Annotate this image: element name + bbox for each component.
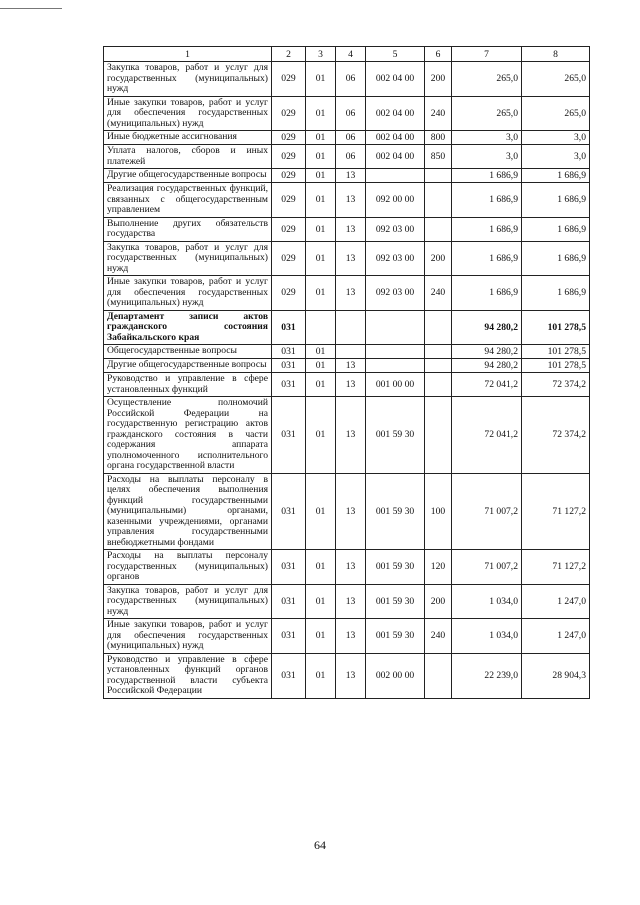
row-name: Общегосударственные вопросы xyxy=(104,345,272,359)
target-article-code: 002 04 00 xyxy=(366,131,425,145)
amount-year-2: 1 247,0 xyxy=(522,619,590,654)
amount-year-2: 3,0 xyxy=(522,131,590,145)
target-article-code xyxy=(366,359,425,373)
amount-year-1: 3,0 xyxy=(452,145,522,169)
section-code: 01 xyxy=(306,619,336,654)
amount-year-2: 101 278,5 xyxy=(522,359,590,373)
row-name: Другие общегосударственные вопросы xyxy=(104,359,272,373)
amount-year-2: 1 686,9 xyxy=(522,276,590,311)
expense-type-code: 240 xyxy=(425,276,452,311)
target-article-code: 092 03 00 xyxy=(366,217,425,241)
amount-year-2: 265,0 xyxy=(522,62,590,97)
row-name: Расходы на выплаты персоналу государственных (муниципальных) органов xyxy=(104,550,272,585)
subsection-code: 13 xyxy=(336,241,366,276)
amount-year-2: 72 374,2 xyxy=(522,397,590,474)
amount-year-2: 101 278,5 xyxy=(522,310,590,345)
amount-year-2: 3,0 xyxy=(522,145,590,169)
page-number: 64 xyxy=(314,838,326,852)
ministry-code: 031 xyxy=(272,345,306,359)
table-row xyxy=(104,619,590,654)
table-row xyxy=(104,62,590,97)
column-header-2: 2 xyxy=(272,47,306,62)
section-code: 01 xyxy=(306,145,336,169)
target-article-code: 092 03 00 xyxy=(366,276,425,311)
subsection-code: 13 xyxy=(336,217,366,241)
row-name: Закупка товаров, работ и услуг для государственных (муниципальных) нужд xyxy=(104,62,272,97)
ministry-code: 031 xyxy=(272,310,306,345)
subsection-code: 13 xyxy=(336,276,366,311)
table-row xyxy=(104,96,590,131)
subsection-code: 13 xyxy=(336,584,366,619)
table-row xyxy=(104,397,590,474)
row-name: Департамент записи актов гражданского состояния Забайкальского края xyxy=(104,310,272,345)
section-code: 01 xyxy=(306,584,336,619)
section-code: 01 xyxy=(306,550,336,585)
amount-year-1: 1 686,9 xyxy=(452,183,522,218)
target-article-code: 001 00 00 xyxy=(366,373,425,397)
section-code: 01 xyxy=(306,345,336,359)
table-row xyxy=(104,145,590,169)
expense-type-code xyxy=(425,373,452,397)
amount-year-1: 1 686,9 xyxy=(452,276,522,311)
table-row xyxy=(104,373,590,397)
row-name: Закупка товаров, работ и услуг для государственных (муниципальных) нужд xyxy=(104,241,272,276)
amount-year-1: 94 280,2 xyxy=(452,359,522,373)
ministry-code: 031 xyxy=(272,584,306,619)
subsection-code: 13 xyxy=(336,373,366,397)
amount-year-1: 72 041,2 xyxy=(452,397,522,474)
subsection-code: 13 xyxy=(336,359,366,373)
amount-year-2: 1 686,9 xyxy=(522,183,590,218)
section-code: 01 xyxy=(306,373,336,397)
expense-type-code: 100 xyxy=(425,473,452,550)
table-row xyxy=(104,359,590,373)
expense-type-code: 200 xyxy=(425,584,452,619)
row-name: Иные закупки товаров, работ и услуг для обеспечения государственных (муниципальных) нужд xyxy=(104,619,272,654)
amount-year-2: 71 127,2 xyxy=(522,550,590,585)
subsection-code: 06 xyxy=(336,131,366,145)
ministry-code: 031 xyxy=(272,397,306,474)
row-name: Выполнение других обязательств государства xyxy=(104,217,272,241)
expense-type-code xyxy=(425,397,452,474)
expense-type-code: 200 xyxy=(425,241,452,276)
ministry-code: 029 xyxy=(272,131,306,145)
row-name: Реализация государственных функций, связанных с общегосударственным управлением xyxy=(104,183,272,218)
ministry-code: 029 xyxy=(272,276,306,311)
table-row xyxy=(104,276,590,311)
ministry-code: 029 xyxy=(272,169,306,183)
table-row xyxy=(104,217,590,241)
table-row xyxy=(104,473,590,550)
expense-type-code xyxy=(425,169,452,183)
subsection-code: 13 xyxy=(336,619,366,654)
amount-year-2: 71 127,2 xyxy=(522,473,590,550)
section-code: 01 xyxy=(306,183,336,218)
table-row xyxy=(104,653,590,698)
subsection-code: 13 xyxy=(336,653,366,698)
amount-year-2: 72 374,2 xyxy=(522,373,590,397)
column-header-6: 6 xyxy=(425,47,452,62)
amount-year-1: 265,0 xyxy=(452,96,522,131)
amount-year-2: 101 278,5 xyxy=(522,345,590,359)
ministry-code: 031 xyxy=(272,653,306,698)
row-name: Другие общегосударственные вопросы xyxy=(104,169,272,183)
subsection-code: 13 xyxy=(336,397,366,474)
target-article-code xyxy=(366,310,425,345)
expense-type-code xyxy=(425,359,452,373)
section-code: 01 xyxy=(306,241,336,276)
expense-type-code xyxy=(425,310,452,345)
subsection-code: 13 xyxy=(336,169,366,183)
ministry-code: 029 xyxy=(272,145,306,169)
expense-type-code: 240 xyxy=(425,96,452,131)
amount-year-2: 265,0 xyxy=(522,96,590,131)
ministry-code: 029 xyxy=(272,183,306,218)
amount-year-1: 71 007,2 xyxy=(452,473,522,550)
row-name: Осуществление полномочий Российской Федерации на государственную регистрацию актов гражданского состояния в части содержания аппарата уполномоченного исполнительного органа государственной власти xyxy=(104,397,272,474)
amount-year-1: 22 239,0 xyxy=(452,653,522,698)
expense-type-code xyxy=(425,345,452,359)
expense-type-code: 800 xyxy=(425,131,452,145)
column-header-5: 5 xyxy=(366,47,425,62)
amount-year-1: 1 686,9 xyxy=(452,217,522,241)
table-row xyxy=(104,550,590,585)
subsection-code: 13 xyxy=(336,550,366,585)
table-row xyxy=(104,183,590,218)
amount-year-1: 94 280,2 xyxy=(452,310,522,345)
target-article-code: 002 04 00 xyxy=(366,96,425,131)
section-code: 01 xyxy=(306,169,336,183)
amount-year-2: 1 686,9 xyxy=(522,169,590,183)
subsection-code: 06 xyxy=(336,62,366,97)
subsection-code xyxy=(336,310,366,345)
section-code: 01 xyxy=(306,96,336,131)
section-code: 01 xyxy=(306,217,336,241)
ministry-code: 031 xyxy=(272,373,306,397)
target-article-code: 001 59 30 xyxy=(366,397,425,474)
row-name: Уплата налогов, сборов и иных платежей xyxy=(104,145,272,169)
ministry-code: 029 xyxy=(272,217,306,241)
table-row xyxy=(104,131,590,145)
section-code: 01 xyxy=(306,397,336,474)
target-article-code: 092 00 00 xyxy=(366,183,425,218)
section-code: 01 xyxy=(306,653,336,698)
amount-year-1: 3,0 xyxy=(452,131,522,145)
subsection-code: 06 xyxy=(336,96,366,131)
ministry-code: 031 xyxy=(272,473,306,550)
target-article-code: 001 59 30 xyxy=(366,584,425,619)
expense-type-code: 240 xyxy=(425,619,452,654)
column-header-7: 7 xyxy=(452,47,522,62)
target-article-code: 092 03 00 xyxy=(366,241,425,276)
column-header-4: 4 xyxy=(336,47,366,62)
expense-type-code xyxy=(425,217,452,241)
row-name: Иные закупки товаров, работ и услуг для обеспечения государственных (муниципальных) нужд xyxy=(104,276,272,311)
header-rule xyxy=(0,8,62,9)
section-code: 01 xyxy=(306,62,336,97)
amount-year-2: 28 904,3 xyxy=(522,653,590,698)
amount-year-1: 1 686,9 xyxy=(452,241,522,276)
amount-year-1: 265,0 xyxy=(452,62,522,97)
column-header-8: 8 xyxy=(522,47,590,62)
section-code: 01 xyxy=(306,131,336,145)
expense-type-code: 200 xyxy=(425,62,452,97)
table-row xyxy=(104,241,590,276)
row-name: Расходы на выплаты персоналу в целях обеспечения выполнения функций государственными (муниципальными) органами, казенными учреждениями, органами управления государственными внебюджетными фондами xyxy=(104,473,272,550)
section-code: 01 xyxy=(306,276,336,311)
target-article-code xyxy=(366,169,425,183)
amount-year-1: 1 034,0 xyxy=(452,619,522,654)
table-row xyxy=(104,169,590,183)
budget-table xyxy=(103,46,590,699)
expense-type-code: 850 xyxy=(425,145,452,169)
amount-year-2: 1 686,9 xyxy=(522,217,590,241)
amount-year-1: 1 686,9 xyxy=(452,169,522,183)
section-code: 01 xyxy=(306,473,336,550)
expense-type-code xyxy=(425,653,452,698)
amount-year-1: 71 007,2 xyxy=(452,550,522,585)
subsection-code: 13 xyxy=(336,473,366,550)
header-row xyxy=(104,47,590,62)
amount-year-1: 94 280,2 xyxy=(452,345,522,359)
expense-type-code xyxy=(425,183,452,218)
section-code xyxy=(306,310,336,345)
table-row xyxy=(104,310,590,345)
section-code: 01 xyxy=(306,359,336,373)
target-article-code: 001 59 30 xyxy=(366,550,425,585)
ministry-code: 031 xyxy=(272,550,306,585)
ministry-code: 029 xyxy=(272,96,306,131)
ministry-code: 029 xyxy=(272,62,306,97)
target-article-code: 001 59 30 xyxy=(366,473,425,550)
amount-year-2: 1 686,9 xyxy=(522,241,590,276)
table-body xyxy=(104,62,590,699)
amount-year-2: 1 247,0 xyxy=(522,584,590,619)
subsection-code: 06 xyxy=(336,145,366,169)
target-article-code: 002 04 00 xyxy=(366,145,425,169)
amount-year-1: 1 034,0 xyxy=(452,584,522,619)
target-article-code: 002 04 00 xyxy=(366,62,425,97)
amount-year-1: 72 041,2 xyxy=(452,373,522,397)
target-article-code xyxy=(366,345,425,359)
column-header-3: 3 xyxy=(306,47,336,62)
subsection-code xyxy=(336,345,366,359)
target-article-code: 001 59 30 xyxy=(366,619,425,654)
ministry-code: 029 xyxy=(272,241,306,276)
table-row xyxy=(104,345,590,359)
target-article-code: 002 00 00 xyxy=(366,653,425,698)
expense-type-code: 120 xyxy=(425,550,452,585)
ministry-code: 031 xyxy=(272,359,306,373)
column-header-1: 1 xyxy=(104,47,272,62)
subsection-code: 13 xyxy=(336,183,366,218)
row-name: Руководство и управление в сфере установленных функций органов государственной власти субъекта Российской Федерации xyxy=(104,653,272,698)
row-name: Руководство и управление в сфере установленных функций xyxy=(104,373,272,397)
row-name: Иные бюджетные ассигнования xyxy=(104,131,272,145)
row-name: Иные закупки товаров, работ и услуг для обеспечения государственных (муниципальных) нужд xyxy=(104,96,272,131)
table-row xyxy=(104,584,590,619)
row-name: Закупка товаров, работ и услуг для государственных (муниципальных) нужд xyxy=(104,584,272,619)
ministry-code: 031 xyxy=(272,619,306,654)
